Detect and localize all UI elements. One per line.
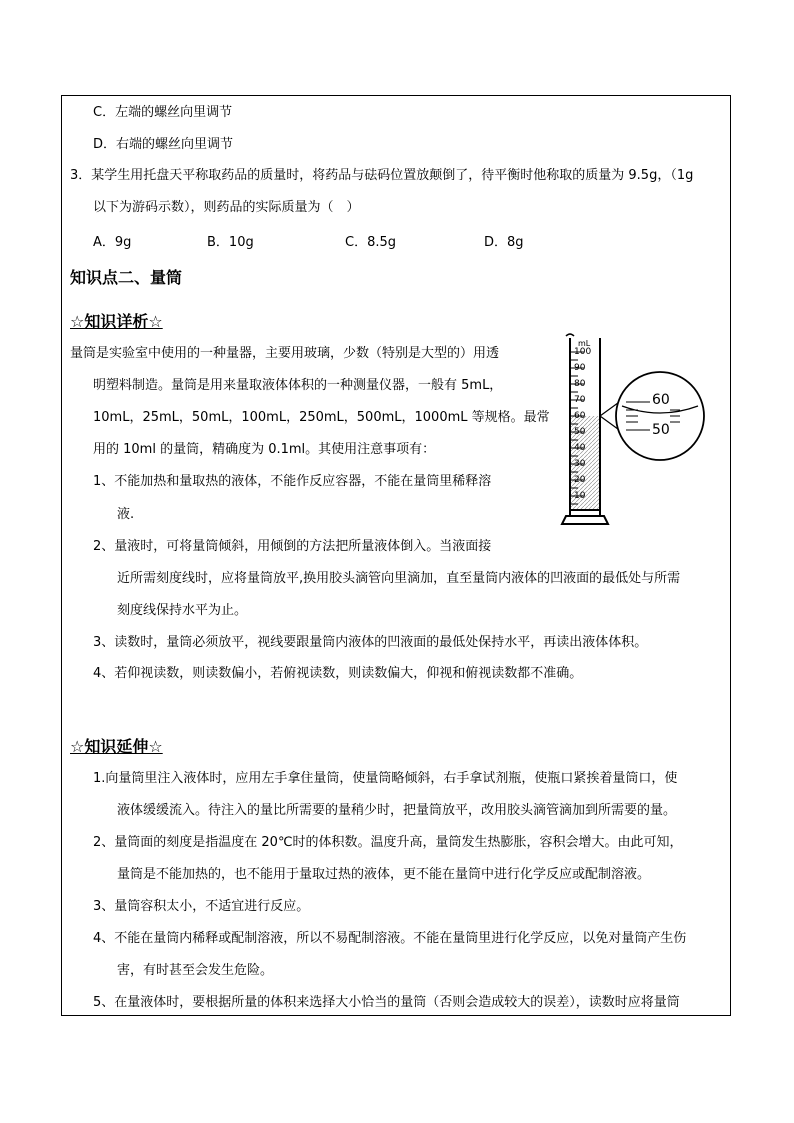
scale-label: 20 bbox=[574, 475, 586, 485]
scale-label: 100 bbox=[574, 347, 592, 357]
detail-line: 3、读数时，量筒必须放平，视线要跟量筒内液体的凹液面的最低处保持水平，再读出液体体积。 bbox=[93, 635, 648, 650]
extension-line: 液体缓缓流入。待注入的量比所需要的量稍少时，把量筒放平，改用胶头滴管滴加到所需要的量。 bbox=[117, 803, 677, 818]
detail-line: 10mL，25mL，50mL，100mL，250mL，500mL，1000mL 等规格。最常 bbox=[93, 410, 550, 425]
scale-label: 80 bbox=[574, 379, 586, 389]
cylinder-unit-label: mL bbox=[578, 339, 591, 348]
extension-line: 2、量筒面的刻度是指温度在 20℃时的体积数。温度升高，量筒发生热膨胀，容积会增大。由此可知， bbox=[93, 835, 683, 850]
scale-label: 50 bbox=[574, 427, 586, 437]
extension-line: 量筒是不能加热的，也不能用于量取过热的液体，更不能在量筒中进行化学反应或配制溶液。 bbox=[117, 867, 651, 882]
option-c: C．左端的螺丝向里调节 bbox=[93, 105, 233, 120]
extension-line: 1.向量筒里注入液体时，应用左手拿住量筒，使量筒略倾斜，右手拿试剂瓶，使瓶口紧挨着量筒口，使 bbox=[93, 771, 678, 786]
option-d: D．右端的螺丝向里调节 bbox=[93, 137, 234, 152]
question-3-line-2: 以下为游码示数），则药品的实际质量为（ ） bbox=[93, 200, 360, 215]
option-a: A．9g bbox=[93, 235, 132, 250]
scale-label: 90 bbox=[574, 363, 586, 373]
detail-heading: ☆知识详析☆ bbox=[70, 312, 163, 331]
detail-line: 4、若仰视读数，则读数偏小，若俯视读数，则读数偏大，仰视和俯视读数都不准确。 bbox=[93, 666, 583, 681]
detail-line: 2、量液时，可将量筒倾斜，用倾倒的方法把所量液体倒入。当液面接 bbox=[93, 539, 492, 554]
scale-label: 10 bbox=[574, 491, 586, 501]
scale-label: 40 bbox=[574, 443, 586, 453]
extension-line: 5、在量液体时，要根据所量的体积来选择大小恰当的量筒（否则会造成较大的误差），读数时应将量筒 bbox=[93, 995, 680, 1010]
detail-line: 1、不能加热和量取热的液体，不能作反应容器，不能在量筒里稀释溶 bbox=[93, 474, 492, 489]
scale-label: 30 bbox=[574, 459, 586, 469]
option-c: C．8.5g bbox=[345, 235, 397, 250]
detail-line: 用的 10ml 的量筒，精确度为 0.1ml。其使用注意事项有： bbox=[93, 442, 436, 457]
zoom-label-50: 50 bbox=[652, 422, 670, 438]
zoom-label-60: 60 bbox=[652, 392, 670, 408]
question-3-line-1: 3．某学生用托盘天平称取药品的质量时，将药品与砝码位置放颠倒了，待平衡时他称取的质量为 9.5g，（1g bbox=[70, 168, 694, 183]
section-title: 知识点二、量筒 bbox=[70, 268, 183, 287]
option-b: B．10g bbox=[207, 235, 254, 250]
detail-line: 明塑料制造。量筒是用来量取液体体积的一种测量仪器，一般有 5mL， bbox=[93, 378, 503, 393]
detail-line: 液. bbox=[117, 507, 135, 522]
scale-label: 70 bbox=[574, 395, 586, 405]
detail-line: 量筒是实验室中使用的一种量器，主要用玻璃，少数（特别是大型的）用透 bbox=[70, 346, 500, 361]
option-d: D．8g bbox=[484, 235, 524, 250]
scale-label: 60 bbox=[574, 411, 586, 421]
detail-line: 刻度线保持水平为止。 bbox=[117, 603, 248, 618]
extension-heading: ☆知识延伸☆ bbox=[70, 737, 163, 756]
detail-line: 近所需刻度线时，应将量筒放平,换用胶头滴管向里滴加，直至量筒内液体的凹液面的最低处与所需 bbox=[117, 571, 681, 586]
extension-line: 4、不能在量筒内稀释或配制溶液，所以不易配制溶液。不能在量筒里进行化学反应，以免对量筒产生伤 bbox=[93, 931, 687, 946]
extension-line: 3、量筒容积太小，不适宜进行反应。 bbox=[93, 899, 310, 914]
extension-line: 害，有时甚至会发生危险。 bbox=[117, 963, 274, 978]
graduated-cylinder-figure bbox=[560, 330, 730, 530]
